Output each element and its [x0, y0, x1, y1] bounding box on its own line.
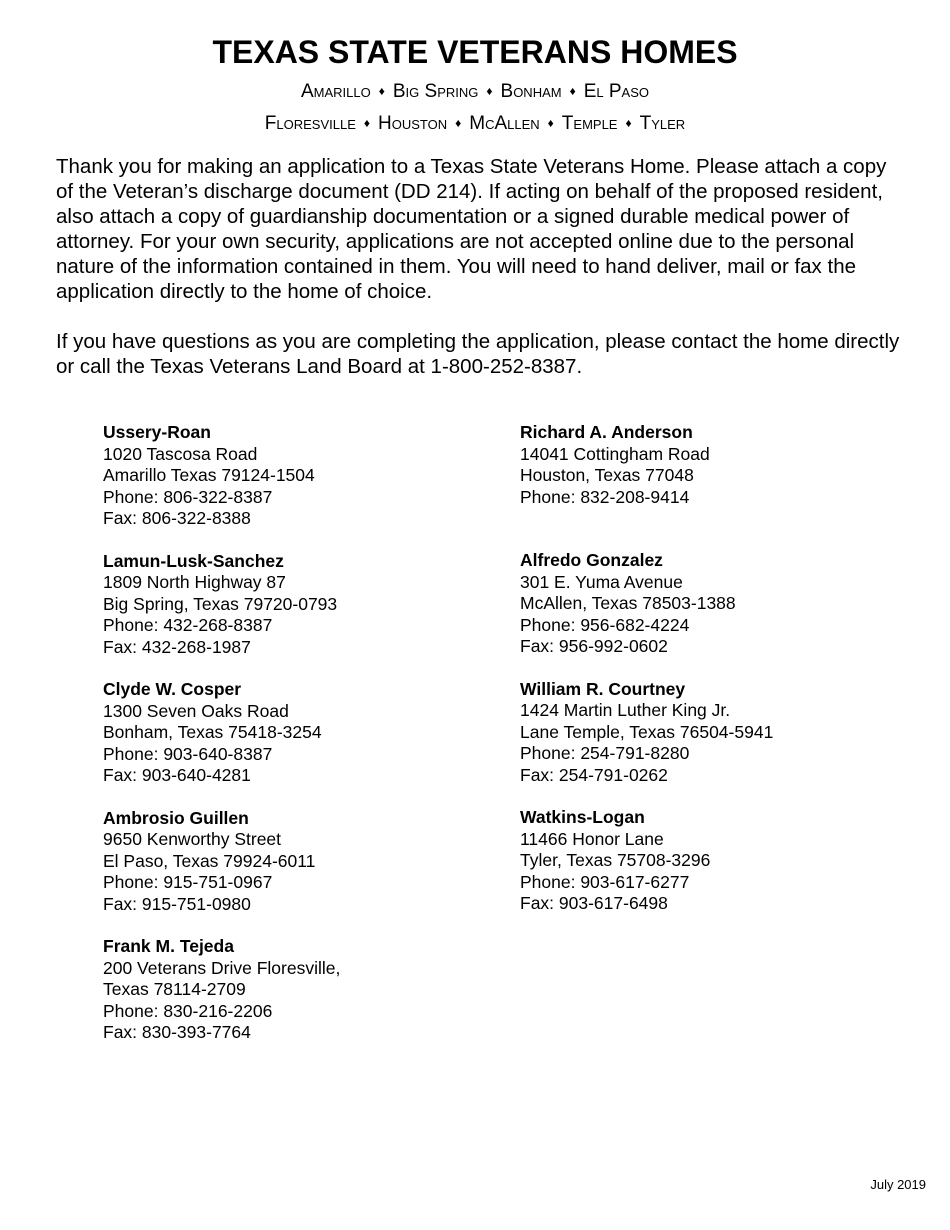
home-name: Watkins-Logan — [520, 807, 645, 827]
home-phone: Phone: 903-640-8387 — [103, 743, 273, 764]
diamond-separator-icon: ♦ — [363, 116, 371, 130]
home-fax: Fax: 830-393-7764 — [103, 1022, 251, 1042]
home-phone: Phone: 806-322-8387 — [103, 486, 273, 507]
home-ussery-roan — [103, 422, 483, 530]
home-address: 9650 Kenworthy Street — [103, 829, 282, 849]
homes-left-column — [103, 422, 483, 1065]
home-name: Ussery-Roan — [103, 422, 211, 442]
home-city: El Paso, Texas 79924-6011 — [103, 850, 316, 871]
home-name: William R. Courtney — [520, 678, 686, 699]
home-clyde-w-cosper — [103, 679, 483, 787]
diamond-separator-icon: ♦ — [569, 84, 576, 98]
home-city: McAllen, Texas 78503-1388 — [520, 593, 736, 613]
home-phone: Phone: 830-216-2206 — [103, 1000, 273, 1021]
home-phone: Phone: 832-208-9414 — [520, 486, 690, 507]
diamond-separator-icon: ♦ — [625, 116, 632, 130]
home-name: Richard A. Anderson — [520, 422, 693, 442]
home-phone: Phone: 432-268-8387 — [103, 615, 273, 635]
diamond-separator-icon: ♦ — [547, 116, 554, 130]
home-fax: Fax: 915-751-0980 — [103, 893, 251, 914]
city-el-paso: El Paso — [583, 81, 650, 102]
page-title: TEXAS STATE VETERANS HOMES — [212, 34, 738, 70]
footer-date: July 2019 — [870, 1177, 926, 1192]
home-address: 1809 North Highway 87 — [103, 572, 286, 592]
home-address: 301 E. Yuma Avenue — [520, 571, 683, 592]
home-phone: Phone: 254-791-8280 — [520, 743, 690, 763]
home-address: 1300 Seven Oaks Road — [103, 700, 289, 721]
city-amarillo: Amarillo — [300, 81, 371, 102]
diamond-separator-icon: ♦ — [486, 84, 493, 98]
home-city: Bonham, Texas 75418-3254 — [103, 722, 322, 742]
home-address: 1424 Martin Luther King Jr. — [520, 700, 731, 720]
cities-row-1 — [0, 79, 950, 104]
home-city: Houston, Texas 77048 — [520, 465, 694, 485]
home-fax: Fax: 903-617-6498 — [520, 893, 668, 913]
home-fax: Fax: 956-992-0602 — [520, 636, 668, 656]
city-floresville: Floresville — [264, 113, 356, 134]
home-richard-a-anderson — [520, 422, 920, 508]
city-bonham: Bonham — [500, 81, 562, 102]
home-fax: Fax: 806-322-8388 — [103, 508, 251, 528]
home-watkins-logan — [520, 807, 920, 915]
home-name: Lamun-Lusk-Sanchez — [103, 550, 284, 571]
home-address: 200 Veterans Drive Floresville, — [103, 957, 341, 978]
home-william-r-courtney — [520, 679, 920, 787]
home-city: Tyler, Texas 75708-3296 — [520, 850, 711, 870]
home-city: Texas 78114-2709 — [103, 979, 246, 999]
cities-row-2 — [0, 111, 950, 136]
home-frank-m-tejeda — [103, 936, 483, 1044]
home-name: Ambrosio Guillen — [103, 807, 249, 828]
home-name: Clyde W. Cosper — [103, 679, 242, 699]
diamond-separator-icon: ♦ — [378, 84, 385, 98]
home-fax: Fax: 903-640-4281 — [103, 765, 251, 785]
home-city: Big Spring, Texas 79720-0793 — [103, 593, 338, 614]
city-mcallen: McAllen — [469, 113, 540, 134]
home-name: Frank M. Tejeda — [103, 936, 234, 956]
home-city: Lane Temple, Texas 76504-5941 — [520, 721, 774, 742]
city-tyler: Tyler — [639, 113, 686, 134]
home-address: 1020 Tascosa Road — [103, 443, 258, 464]
home-alfredo-gonzalez — [520, 550, 920, 658]
home-fax: Fax: 432-268-1987 — [103, 636, 251, 657]
intro-paragraph: Thank you for making an application to a Texas State Veterans Home. Please attach a copy of the Veteran’s discharge document (DD 214). If acting on behalf of the proposed resident, also attach a copy of guardianship documentation or a signed durable medical power of attorney. For your own security, applications are not accepted online due to the personal nature of the information contained in them. You will need to hand deliver, mail or fax the application directly to the home of choice. — [56, 155, 887, 303]
home-fax: Fax: 254-791-0262 — [520, 764, 668, 785]
home-phone: Phone: 915-751-0967 — [103, 872, 273, 892]
diamond-separator-icon: ♦ — [455, 116, 462, 130]
home-address: 11466 Honor Lane — [520, 828, 664, 849]
home-phone: Phone: 956-682-4224 — [520, 614, 690, 635]
home-lamun-lusk-sanchez — [103, 551, 483, 659]
city-temple: Temple — [561, 113, 618, 134]
home-ambrosio-guillen — [103, 808, 483, 916]
home-name: Alfredo Gonzalez — [520, 550, 663, 570]
home-city: Amarillo Texas 79124-1504 — [103, 465, 315, 485]
home-phone: Phone: 903-617-6277 — [520, 871, 690, 892]
city-houston: Houston — [378, 113, 448, 134]
contact-paragraph: If you have questions as you are completing the application, please contact the home directly or call the Texas Veterans Land Board at 1-800-252-8387. — [56, 330, 900, 378]
city-big-spring: Big Spring — [392, 81, 479, 102]
home-address: 14041 Cottingham Road — [520, 443, 710, 464]
homes-right-column — [520, 422, 920, 936]
